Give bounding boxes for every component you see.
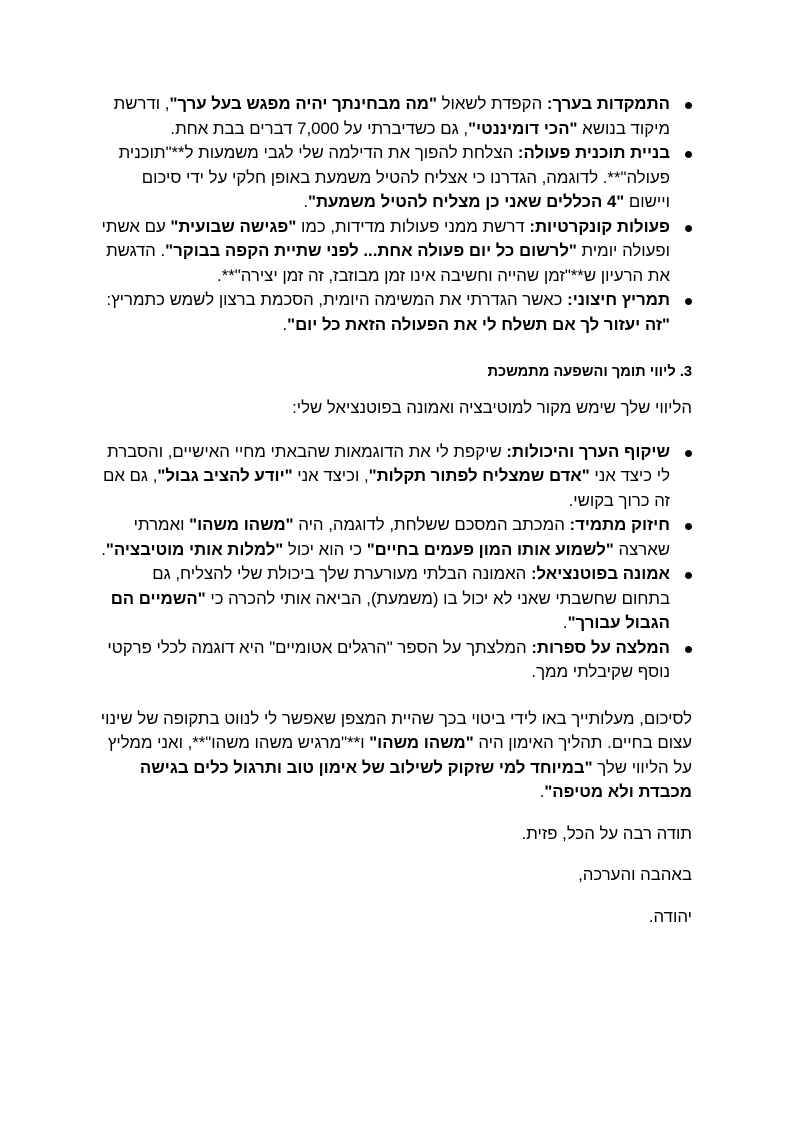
regards-line: באהבה והערכה, [578, 865, 692, 884]
text-span: , וכיצד אני [292, 466, 369, 485]
bold-text: אמונה בפוטנציאל: [530, 564, 670, 583]
bold-text: "במיוחד למי שזקוק לשילוב של אימון טוב ותרגול כלים בגישה מכבדת ולא מטיפה" [139, 757, 692, 801]
bullet-icon [685, 646, 692, 653]
summary-paragraph [100, 707, 692, 805]
bold-text: פעולות קונקרטיות: [529, 216, 670, 236]
bold-text: "משהו משהו" [369, 733, 474, 752]
bold-text: "יודע להציב גבול" [157, 466, 293, 485]
bold-text: "מה מבחינתך יהיה מפגש בעל ערך" [169, 94, 437, 113]
bold-text: "4 הכללים שאני כן מצליח להטיל משמעת" [308, 192, 625, 211]
bullet-icon [685, 450, 692, 457]
text-span: . [101, 539, 106, 559]
text-span: הקפדת לשאול [436, 94, 547, 113]
text-span: המלצתך על הספר "הרגלים אטומיים" היא דוגמה לכלי פרקטי נוסף שקיבלתי ממך. [107, 637, 670, 681]
list-item [100, 440, 692, 514]
text-span: הצלחת להפוך את הדילמה שלי לגבי משמעות ל**"תוכנית פעולה"**. לדוגמה, הגדרנו כי אצליח להטיל משמעת באופן חלקי על ידי סיכום ויישום [118, 143, 670, 211]
bold-text: חיזוק מתמיד: [569, 515, 670, 534]
text-span: , ודרשת מיקוד בנושא [113, 94, 670, 138]
document-page [100, 92, 692, 929]
bullet-icon [685, 151, 692, 158]
list-item [100, 513, 692, 562]
thanks-line: תודה רבה על הכל, פזית. [521, 823, 692, 843]
bold-text: המלצה על ספרות: [531, 637, 670, 657]
text-span: האמונה הבלתי מעורערת שלך ביכולת שלי להצליח, גם בתחום שחשבתי שאני לא יכול בו (משמעת), הביאה אותי להכרה כי [152, 564, 670, 608]
bold-text: "הכי דומיננטי" [468, 118, 578, 138]
bold-text: "משהו משהו" [189, 515, 294, 534]
signature: יהודה. [648, 906, 692, 926]
text-span: המכתב המסכם ששלחת, לדוגמה, היה [293, 515, 570, 534]
text-span: ו**"מרגיש משהו משהו"**, ואני ממליץ על הליווי שלך [107, 733, 692, 777]
text-span: שיקפת לי את הדוגמאות שהבאתי מחיי האישיים, והסברת לי כיצד אני [107, 441, 670, 485]
text-span: , גם כשדיברתי על 7,000 דברים בבת אחת. [170, 118, 469, 138]
bullet-icon [685, 523, 692, 530]
bullet-icon [685, 225, 692, 232]
text-span: דרשת ממני פעולות מדידות, כמו [296, 216, 530, 236]
text-span: . [303, 192, 309, 211]
section-3-heading: 3. ליווי תומך והשפעה מתמשכת [487, 364, 692, 380]
bold-text: "לרשום כל יום פעולה אחת... לפני שתיית הקפה בבוקר" [165, 241, 577, 260]
list-item [100, 636, 692, 685]
bold-text: "לשמוע אותו המון פעמים בחיים" [366, 539, 614, 559]
text-span: כי הוא יכול [283, 539, 367, 559]
bold-text: "אדם שמצליח לפתור תקלות" [368, 466, 590, 485]
bold-text: התמקדות בערך: [546, 94, 670, 113]
list-item [100, 562, 692, 636]
bullet-icon [685, 572, 692, 579]
bold-text: "פגישה שבועית" [170, 216, 297, 236]
bold-text: "השמיים הם הגבול עבורך" [110, 588, 670, 632]
section-3-intro: הליווי שלך שימש מקור למוטיבציה ואמונה בפוטנציאל שלי: [292, 398, 692, 417]
list-item [100, 215, 692, 289]
text-span: כאשר הגדרתי את המשימה היומית, הסכמת ברצון לשמש כתמריץ: [106, 290, 568, 309]
bold-text: תמריץ חיצוני: [567, 290, 670, 309]
text-span: לסיכום, מעלותייך באו לידי ביטוי בכך שהיית המצפן שאפשר לי לנווט בתקופה של שינוי עצום בחיים. תהליך האימון היה [100, 708, 692, 752]
bold-text: "זה יעזור לך אם תשלח לי את הפעולה הזאת כל יום" [287, 314, 670, 334]
support-list [100, 440, 692, 685]
bold-text: "למלות אותי מוטיבציה" [105, 539, 284, 559]
text-span: , גם אם זה כרוך בקושי. [102, 466, 670, 510]
text-span: . [539, 782, 545, 801]
text-span: . [282, 314, 288, 334]
text-span: . הדגשת את הרעיון ש**"זמן שהייה וחשיבה אינו זמן מבוזבז, זה זמן יצירה"**. [106, 241, 670, 285]
bullet-icon [685, 102, 692, 109]
bullet-icon [685, 298, 692, 305]
bold-text: בניית תוכנית פעולה: [517, 143, 670, 162]
text-span: . [562, 613, 568, 632]
list-item [100, 288, 692, 337]
bold-text: שיקוף הערך והיכולות: [506, 441, 670, 461]
coaching-methods-list [100, 92, 692, 337]
list-item [100, 141, 692, 215]
text-span: עם אשתי ופעולה יומית [101, 216, 670, 260]
list-item [100, 92, 692, 141]
text-span: ואמרתי שארצה [133, 515, 670, 559]
